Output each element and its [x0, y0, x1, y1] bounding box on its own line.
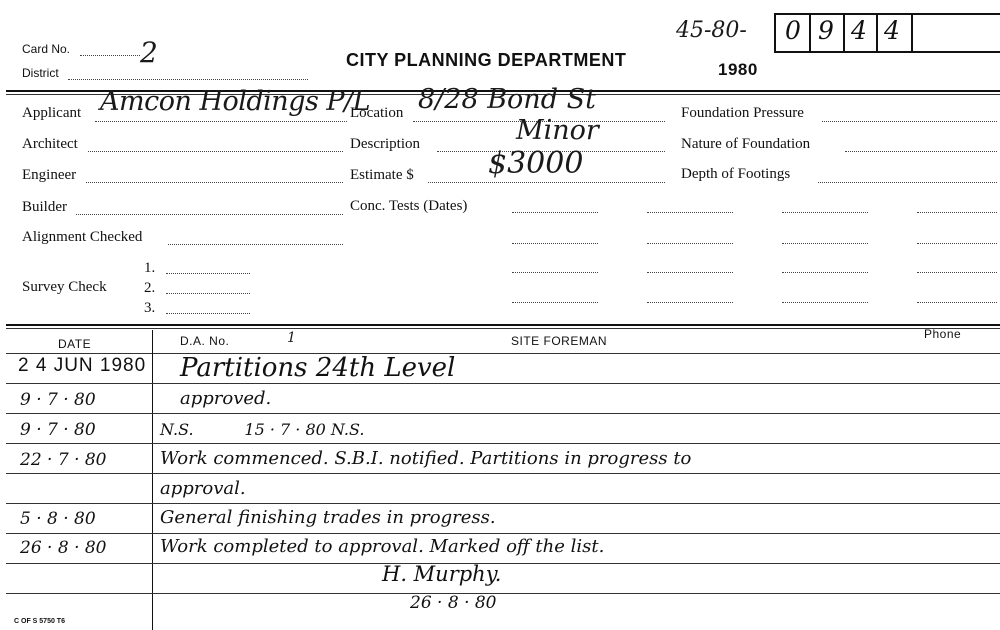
builder-line	[76, 214, 343, 215]
conc-line-3b	[647, 272, 733, 273]
entry-date-2: 9 · 7 · 80	[20, 390, 96, 410]
file-digit-3: 4	[851, 16, 867, 45]
date-column-divider	[152, 330, 153, 630]
log-divider-top	[6, 324, 1000, 326]
estimate-value: $3000	[488, 146, 584, 181]
nature-foundation-label: Nature of Foundation	[681, 136, 811, 152]
log-rule-2	[6, 413, 1000, 414]
conc-line-1d	[917, 212, 997, 213]
card-no-label: Card No.	[22, 42, 71, 56]
alignment-label: Alignment Checked	[22, 229, 143, 245]
file-digit-1: 0	[785, 16, 801, 45]
department-title: CITY PLANNING DEPARTMENT	[346, 50, 627, 70]
applicant-value: Amcon Holdings P/L	[100, 86, 371, 117]
survey-label: Survey Check	[22, 279, 107, 295]
survey-line-2	[166, 293, 250, 294]
card-no-value: 2	[140, 36, 158, 69]
file-prefix: 45-80-	[676, 18, 747, 43]
entry-text-3: N.S. 15 · 7 · 80 N.S.	[160, 420, 365, 439]
entry-date-1: 2 4 JUN 1980	[18, 355, 147, 376]
log-header-divider	[6, 353, 1000, 354]
description-value: Minor	[516, 115, 599, 146]
conc-tests-label: Conc. Tests (Dates)	[350, 198, 468, 214]
district-label: District	[22, 66, 59, 80]
location-value: 8/28 Bond St	[418, 84, 596, 115]
site-foreman-label: SITE FOREMAN	[511, 334, 608, 348]
applicant-line	[95, 121, 347, 122]
date-header: DATE	[58, 337, 92, 351]
da-no-label: D.A. No.	[180, 334, 230, 348]
estimate-line	[428, 182, 665, 183]
conc-line-4d	[917, 302, 997, 303]
log-rule-8	[6, 593, 1000, 594]
conc-line-2d	[917, 243, 997, 244]
file-digit-4: 4	[884, 16, 900, 45]
sign-date: 26 · 8 · 80	[410, 593, 497, 613]
survey-number-3: 3.	[144, 300, 156, 316]
entry-text-7: Work completed to approval. Marked off the list.	[160, 536, 605, 557]
entry-date-4: 22 · 7 · 80	[20, 450, 107, 470]
engineer-label: Engineer	[22, 167, 77, 183]
log-rule-3	[6, 443, 1000, 444]
location-label: Location	[350, 105, 404, 121]
description-label: Description	[350, 136, 420, 152]
survey-line-3	[166, 313, 250, 314]
conc-line-1c	[782, 212, 868, 213]
conc-line-2a	[512, 243, 598, 244]
depth-footings-label: Depth of Footings	[681, 166, 791, 182]
da-no-value: 1	[287, 330, 296, 346]
conc-line-4c	[782, 302, 868, 303]
applicant-label: Applicant	[22, 105, 82, 121]
depth-footings-line	[818, 182, 997, 183]
architect-line	[88, 151, 343, 152]
survey-number-1: 1.	[144, 260, 156, 276]
log-divider-top-thin	[6, 328, 1000, 329]
conc-line-4b	[647, 302, 733, 303]
foundation-pressure-label: Foundation Pressure	[681, 105, 804, 121]
conc-line-1a	[512, 212, 598, 213]
entry-text-6: General finishing trades in progress.	[160, 507, 496, 528]
log-rule-1	[6, 383, 1000, 384]
conc-line-3d	[917, 272, 997, 273]
log-rule-7	[6, 563, 1000, 564]
conc-line-2c	[782, 243, 868, 244]
log-rule-6	[6, 533, 1000, 534]
survey-line-1	[166, 273, 250, 274]
file-digit-2: 9	[818, 16, 834, 45]
architect-label: Architect	[22, 136, 78, 152]
signature: H. Murphy.	[382, 562, 502, 586]
builder-label: Builder	[22, 199, 67, 215]
entry-text-4: Work commenced. S.B.I. notified. Partitions in progress to	[160, 448, 692, 469]
entry-text-1: Partitions 24th Level	[180, 353, 456, 383]
card-no-line	[80, 55, 140, 56]
file-number-extra-box	[909, 13, 1000, 53]
conc-line-2b	[647, 243, 733, 244]
foundation-pressure-line	[822, 121, 997, 122]
conc-line-3a	[512, 272, 598, 273]
form-code: C OF S 5750 T6	[14, 618, 65, 625]
estimate-label: Estimate $	[350, 167, 414, 183]
entry-text-2: approved.	[180, 388, 272, 409]
entry-date-6: 5 · 8 · 80	[20, 509, 96, 529]
log-rule-5	[6, 503, 1000, 504]
phone-label: Phone	[924, 327, 962, 341]
conc-line-4a	[512, 302, 598, 303]
district-line	[68, 79, 308, 80]
entry-date-3: 9 · 7 · 80	[20, 420, 96, 440]
nature-foundation-line	[845, 151, 997, 152]
year: 1980	[718, 60, 758, 79]
conc-line-1b	[647, 212, 733, 213]
alignment-line	[168, 244, 343, 245]
entry-date-7: 26 · 8 · 80	[20, 538, 107, 558]
log-rule-4	[6, 473, 1000, 474]
conc-line-3c	[782, 272, 868, 273]
survey-number-2: 2.	[144, 280, 156, 296]
entry-text-5: approval.	[160, 478, 246, 499]
engineer-line	[86, 182, 343, 183]
